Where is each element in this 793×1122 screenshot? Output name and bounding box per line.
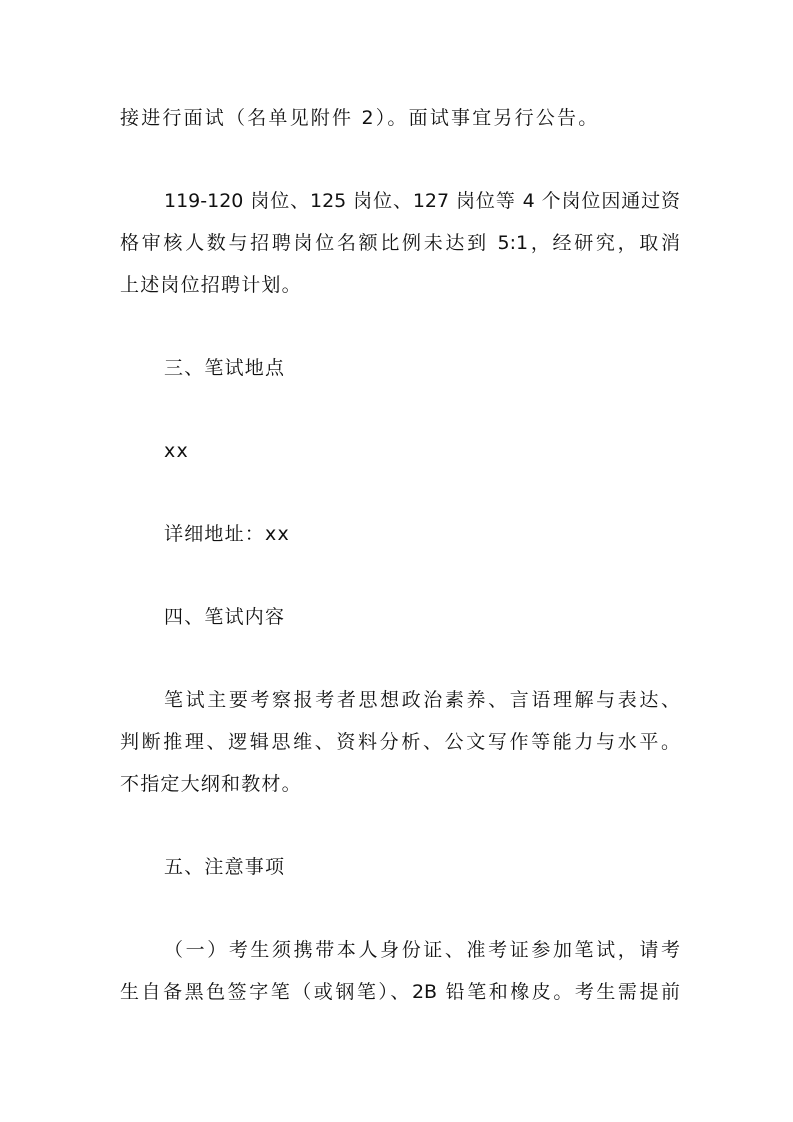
exam-location-value: xx (164, 440, 189, 462)
exam-address-line: 详细地址：xx (164, 523, 290, 545)
paragraph-interview-notice-line-1: 接进行面试（名单见附件 2）。面试事宜另行公告。 (120, 107, 600, 129)
section-heading-exam-location: 三、笔试地点 (164, 357, 286, 379)
paragraph-cancelled-posts-line-3: 上述岗位招聘计划。 (120, 274, 302, 296)
section-heading-exam-content: 四、笔试内容 (164, 606, 286, 628)
paragraph-exam-content-line-3: 不指定大纲和教材。 (120, 773, 302, 795)
paragraph-notes-line-1: （一）考生须携带本人身份证、准考证参加笔试，请考 (164, 939, 680, 961)
paragraph-notes-line-2: 生自备黑色签字笔（或钢笔）、2B 铅笔和橡皮。考生需提前 (120, 981, 680, 1003)
paragraph-exam-content-line-2: 判断推理、逻辑思维、资料分析、公文写作等能力与水平。 (120, 731, 680, 753)
section-heading-notes: 五、注意事项 (164, 856, 286, 878)
paragraph-cancelled-posts-line-2: 格审核人数与招聘岗位名额比例未达到 5:1，经研究，取消 (120, 232, 680, 254)
paragraph-cancelled-posts-line-1: 119-120 岗位、125 岗位、127 岗位等 4 个岗位因通过资 (164, 190, 680, 212)
paragraph-exam-content-line-1: 笔试主要考察报考者思想政治素养、言语理解与表达、 (164, 689, 680, 711)
